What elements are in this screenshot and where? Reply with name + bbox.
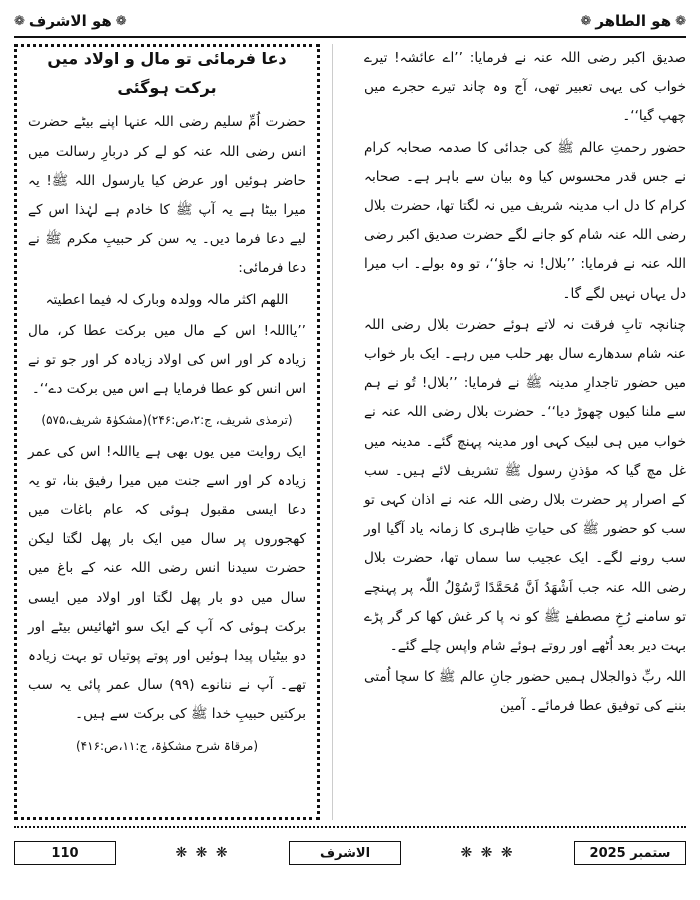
ornament-icon: ❁ bbox=[14, 13, 25, 29]
ornament-icon: ❁ bbox=[675, 13, 686, 29]
ornament-icon: ❋ ❋ ❋ bbox=[460, 845, 515, 861]
header-divider bbox=[14, 36, 686, 38]
ornament-icon: ❁ bbox=[580, 13, 592, 29]
paragraph: ایک روایت میں یوں بھی ہے یااللہ! اس کی عمر زیادہ کر اور اسے جنت میں میرا رفیق بنا، تو یہ دعا ایسی مقبول ہوئی کہ عام باغات میں کھجوروں پر سال میں ایک بار پھل لگتا لیکن حضرت سیدنا انس رضی اللہ عنہ کے باغ میں سال میں دو بار پھل لگتا اور اولاد میں ایسی برکت ہوئی کہ آپ کے ایک سو اٹھائیس بیٹے اور دو بیٹیاں پیدا ہوئیں اور پوتے پوتیاں تو بہت زیادہ تھے۔ آپ نے ننانوے (۹۹) سال عمر پائی یہ سب برکتیں حبیبِ خدا ﷺ کی برکت سے ہیں۔ bbox=[28, 443, 306, 723]
left-column bbox=[14, 44, 320, 820]
header-right-title: ھو الطاھر bbox=[595, 12, 672, 30]
right-column bbox=[364, 44, 686, 820]
arabic-dua: اللھم اکثر مالہ وولدہ وبارک لہ فیما اعطیتہ bbox=[45, 291, 289, 308]
footer-divider bbox=[14, 826, 686, 828]
footer bbox=[14, 840, 686, 866]
issue-date: ستمبر 2025 bbox=[574, 841, 686, 865]
reference: (ترمذی شریف، ج:۲،ص:۲۴۶)(مشکوٰۃ شریف،۵۷۵) bbox=[41, 413, 293, 428]
paragraph: صدیق اکبر رضی اللہ عنہ نے فرمایا: ’’اے عائشہ! تیرے خواب کی یہی تعبیر تھی، آج وہ چاند تیرے حجرے میں چھپ گیا‘‘۔ bbox=[364, 50, 686, 125]
paragraph: اللہ ربِّ ذوالجلال ہمیں حضور جانِ عالم ﷺ کا سچا اُمتی بننے کی توفیق عطا فرمائے۔ آمین bbox=[364, 669, 686, 715]
page-number: 110 bbox=[14, 841, 116, 865]
paragraph: ’’یااللہ! اس کے مال میں برکت عطا کر، مال زیادہ کر اور اس کی اولاد زیادہ کر اور جو تو نے اس انس کو عطا فرمایا ہے اس میں برکت دے‘‘۔ bbox=[28, 322, 306, 398]
header-left bbox=[14, 8, 127, 34]
magazine-name: الاشرف bbox=[289, 841, 401, 865]
header-right bbox=[580, 8, 686, 34]
column-separator bbox=[332, 44, 333, 820]
ornament-icon: ❋ ❋ ❋ bbox=[175, 845, 230, 861]
reference: (مرقاۃ شرح مشکوٰۃ، ج:۱۱،ص:۴۱۶) bbox=[75, 738, 259, 753]
paragraph: حضور رحمتِ عالم ﷺ کی جدائی کا صدمہ صحابہ کرام نے جس قدر محسوس کیا وہ بیان سے باہر ہے۔ صحابہ کرام کا دل اب مدینہ شریف میں نہ لگتا تھا، حضرت بلال رضی اللہ عنہ شام کو جانے لگے حضرت صدیق اکبر رضی اللہ عنہ نے فرمایا: ’’بلال! نہ جاؤ‘‘، تو وہ بولے۔ اب میرا دل یہاں نہیں لگے گا۔ bbox=[364, 139, 686, 302]
paragraph: حضرت اُمِّ سلیم رضی اللہ عنہا اپنے بیٹے حضرت انس رضی اللہ عنہ کو لے کر دربارِ رسالت میں حاضر ہوئیں اور عرض کیا یارسول اللہ ﷺ! یہ میرا بیٹا ہے یہ آپ ﷺ کا خادم ہے لہٰذا اس کے لیے دعا فرما دیں۔ یہ سن کر حبیبِ مکرم ﷺ نے دعا فرمائی: bbox=[28, 114, 306, 277]
header-left-title: ھو الاشرف bbox=[28, 12, 112, 30]
article-heading: دعا فرمائی تو مال و اولاد میں برکت ہوگئی bbox=[47, 49, 287, 98]
ornament-icon: ❁ bbox=[115, 13, 127, 29]
paragraph: چنانچہ تابِ فرقت نہ لاتے ہوئے حضرت بلال رضی اللہ عنہ شام سدھارے سال بھر حلب میں رہے۔ ایک بار خواب میں حضور تاجدارِ مدینہ ﷺ نے فرمایا: ’’بلال! تُو نے ہم سے ملنا کیوں چھوڑ دیا‘‘۔ حضرت بلال رضی اللہ عنہ نے خواب میں ہی لبیک کہی اور مدینہ پہنچ گئے۔ مدینہ میں غل مچ گیا کہ مؤذنِ رسول ﷺ تشریف لائے ہیں۔ سب کے اصرار پر حضرت بلال رضی اللہ عنہ نے اذان کہی تو سب کو حضور ﷺ کی حیاتِ ظاہری کا زمانہ یاد آگیا اور سب رونے لگے۔ ایک عجیب سا سماں تھا، حضرت بلال رضی اللہ عنہ جب اَشْھَدُ اَنَّ مُحَمَّدًا رَّسُوْلُ اللّٰہ پر پہنچے تو سامنے رُخِ مصطفےٰ ﷺ کو نہ پا کر غش کھا کر گر پڑے بہت دیر بعد اُٹھے اور روتے ہوئے شام واپس چلے گئے۔ bbox=[364, 316, 686, 655]
